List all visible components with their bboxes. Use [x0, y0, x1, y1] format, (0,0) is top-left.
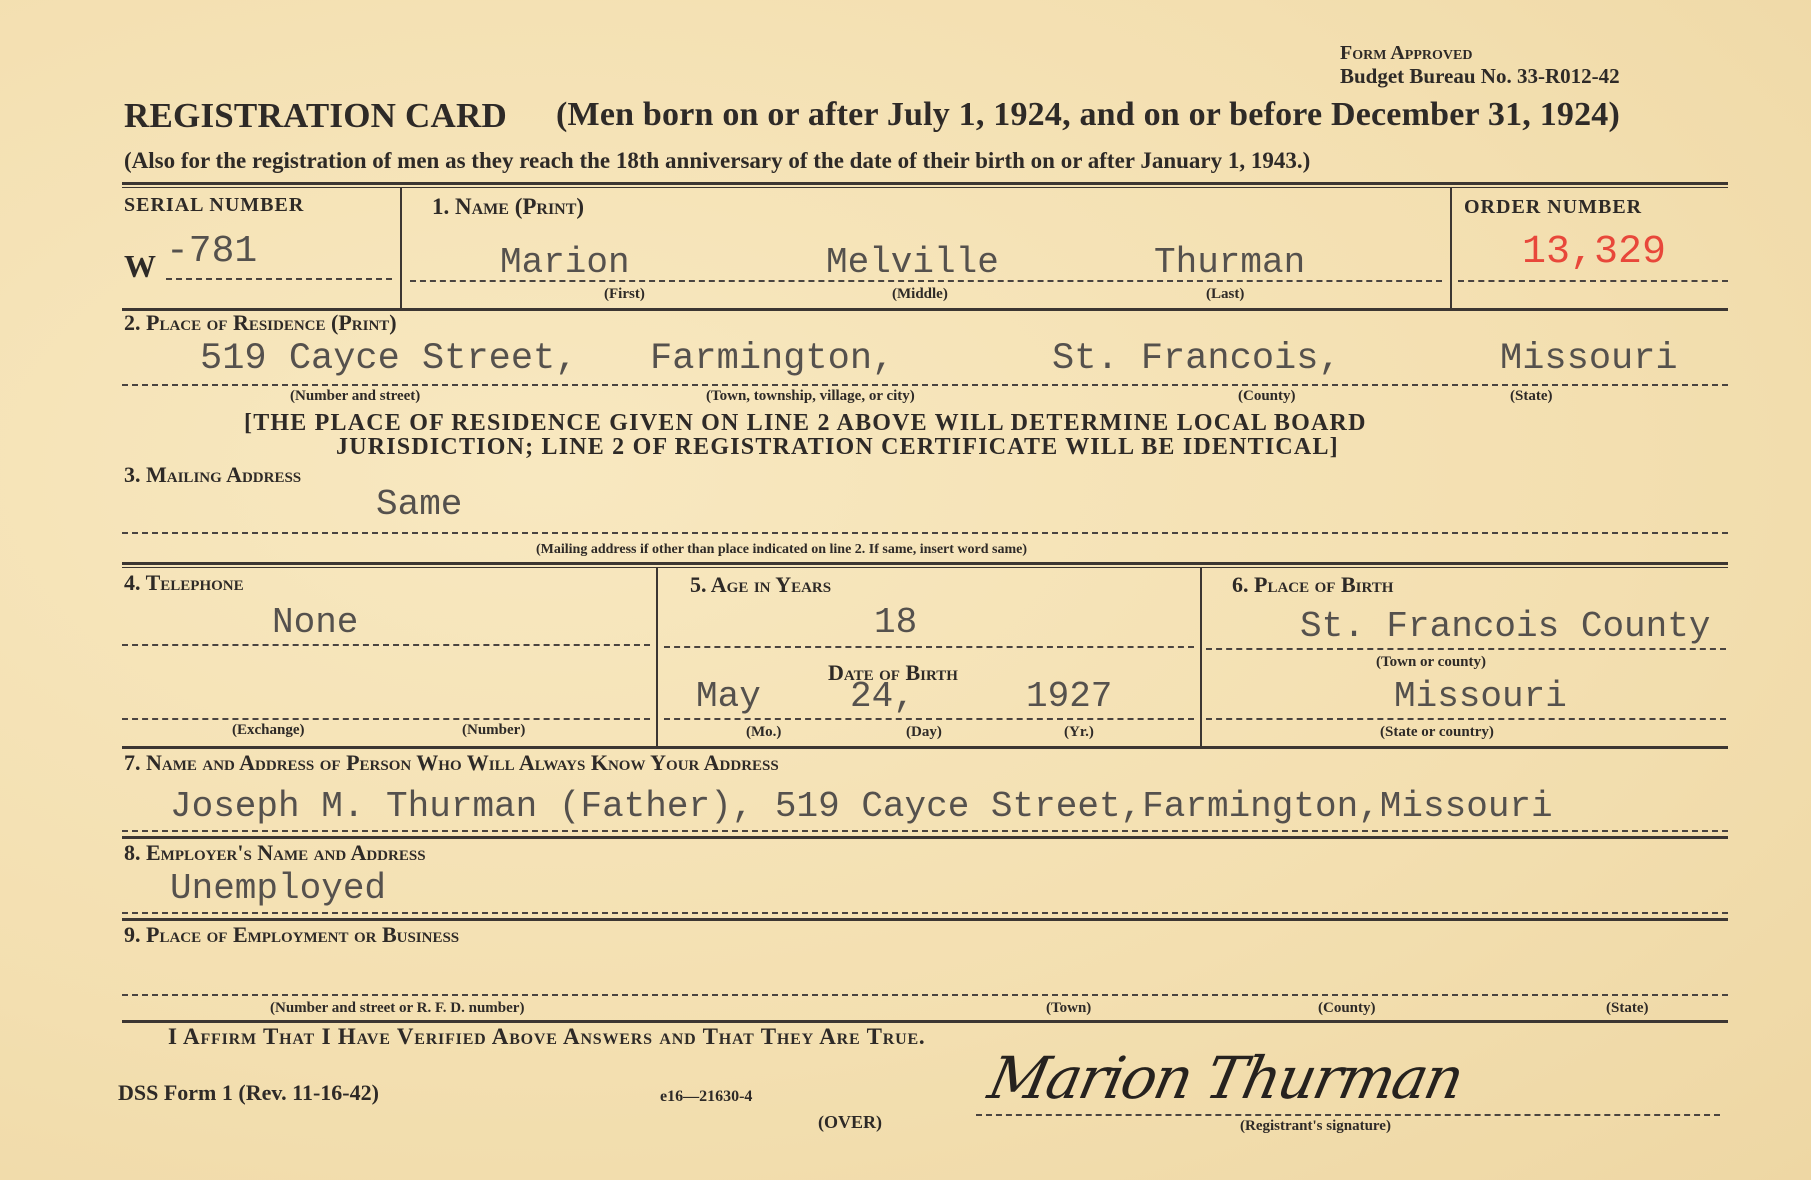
serial-divider: [400, 188, 402, 308]
residence-street: 519 Cayce Street,: [200, 338, 578, 380]
telephone-label: 4. Telephone: [124, 570, 244, 595]
name-line: [410, 280, 1442, 282]
contact-label: 7. Name and Address of Person Who Will Always Know Your Address: [124, 750, 779, 775]
county-caption: (County): [1238, 388, 1296, 404]
notice-line-2: JURISDICTION; LINE 2 OF REGISTRATION CERTIFICATE WILL BE IDENTICAL]: [336, 434, 1339, 460]
employment-town-caption: (Town): [1046, 1000, 1092, 1016]
contact-value: Joseph M. Thurman (Father), 519 Cayce Street,Farmington,Missouri: [170, 786, 1553, 827]
age-label: 5. Age in Years: [690, 572, 832, 597]
telephone-line: [122, 644, 650, 646]
street-caption: (Number and street): [290, 388, 421, 404]
employment-place-label: 9. Place of Employment or Business: [124, 922, 460, 947]
last-caption: (Last): [1206, 286, 1245, 302]
order-number-value: 13,329: [1522, 230, 1667, 275]
over-note: (OVER): [818, 1112, 882, 1132]
birthplace-divider: [1200, 568, 1202, 746]
order-number-label: ORDER NUMBER: [1464, 196, 1643, 218]
form-approved: Form Approved: [1340, 42, 1473, 64]
birthplace-line: [1206, 648, 1726, 650]
order-divider: [1450, 188, 1452, 308]
name-label: 1. Name (Print): [432, 194, 585, 219]
card-subtitle: (Also for the registration of men as they reach the 18th anniversary of the date of their birth on or after January 1, 1943.): [124, 148, 1311, 173]
birth-state-caption: (State or country): [1380, 724, 1494, 740]
telephone-line-2: [122, 718, 650, 720]
employment-street-caption: (Number and street or R. F. D. number): [270, 1000, 525, 1016]
contact-line: [122, 830, 1728, 832]
age-divider: [656, 568, 658, 746]
state-caption: (State): [1510, 388, 1553, 404]
signature-caption: (Registrant's signature): [1240, 1118, 1391, 1134]
employment-line: [122, 994, 1728, 996]
first-caption: (First): [604, 286, 645, 302]
registrant-signature: Marion Thurman: [982, 1044, 1469, 1112]
row3-rule: [122, 562, 1728, 565]
age-line: [664, 646, 1194, 648]
mailing-label: 3. Mailing Address: [124, 462, 302, 487]
birthplace-line-2: [1206, 718, 1726, 720]
row7-rule: [122, 836, 1728, 839]
mailing-caption: (Mailing address if other than place indicated on line 2. If same, insert word same): [536, 542, 1028, 557]
dob-day: 24,: [850, 676, 915, 717]
title-qualifier: (Men born on or after July 1, 1924, and on or before December 31, 1924): [556, 96, 1621, 133]
signature-line: [976, 1114, 1720, 1116]
notice-line-1: [THE PLACE OF RESIDENCE GIVEN ON LINE 2 ABOVE WILL DETERMINE LOCAL BOARD: [244, 410, 1367, 436]
exchange-caption: (Exchange): [232, 722, 305, 738]
first-name-value: Marion: [500, 242, 630, 283]
middle-caption: (Middle): [892, 286, 948, 302]
row4-rule: [122, 746, 1728, 749]
month-caption: (Mo.): [746, 724, 782, 740]
serial-prefix: W: [124, 248, 156, 284]
budget-bureau-number: Budget Bureau No. 33-R012-42: [1340, 64, 1620, 88]
residence-state: Missouri: [1500, 338, 1678, 380]
year-caption: (Yr.): [1064, 724, 1094, 740]
mailing-value: Same: [376, 484, 463, 525]
dob-year: 1927: [1026, 676, 1113, 717]
town-caption: (Town, township, village, or city): [706, 388, 915, 404]
affirmation-text: I Affirm That I Have Verified Above Answers and That They Are True.: [168, 1024, 926, 1049]
middle-name-value: Melville: [826, 242, 999, 283]
number-caption: (Number): [462, 722, 526, 738]
row8-rule: [122, 918, 1728, 921]
row3-rule-thin: [122, 567, 1728, 568]
header-rule: [122, 182, 1728, 185]
order-line: [1458, 280, 1728, 282]
serial-line: [166, 278, 392, 280]
residence-town: Farmington,: [650, 338, 895, 380]
dob-month: May: [696, 676, 761, 717]
serial-number-label: SERIAL NUMBER: [124, 194, 305, 216]
serial-number-value: -781: [166, 230, 258, 273]
row9-rule: [122, 1020, 1728, 1023]
birthplace-label: 6. Place of Birth: [1232, 572, 1394, 597]
telephone-value: None: [272, 602, 359, 643]
residence-line: [122, 384, 1728, 386]
card-title: REGISTRATION CARD: [124, 96, 507, 135]
header-rule-thin: [122, 187, 1728, 188]
employment-county-caption: (County): [1318, 1000, 1376, 1016]
dob-line: [664, 718, 1194, 720]
residence-county: St. Francois,: [1052, 338, 1341, 380]
birthplace-state: Missouri: [1394, 676, 1567, 717]
print-code: e16—21630-4: [660, 1088, 753, 1105]
birth-town-caption: (Town or county): [1376, 654, 1487, 670]
mailing-line: [122, 532, 1728, 534]
residence-label: 2. Place of Residence (Print): [124, 310, 397, 335]
employer-value: Unemployed: [170, 868, 387, 909]
age-value: 18: [874, 602, 918, 643]
birthplace-town: St. Francois County: [1300, 606, 1711, 647]
last-name-value: Thurman: [1154, 242, 1306, 283]
day-caption: (Day): [906, 724, 942, 740]
dob-label: Date of Birth: [828, 660, 958, 685]
employment-state-caption: (State): [1606, 1000, 1649, 1016]
form-id: DSS Form 1 (Rev. 11-16-42): [118, 1080, 379, 1105]
employer-line: [122, 912, 1728, 914]
employer-label: 8. Employer's Name and Address: [124, 840, 426, 865]
